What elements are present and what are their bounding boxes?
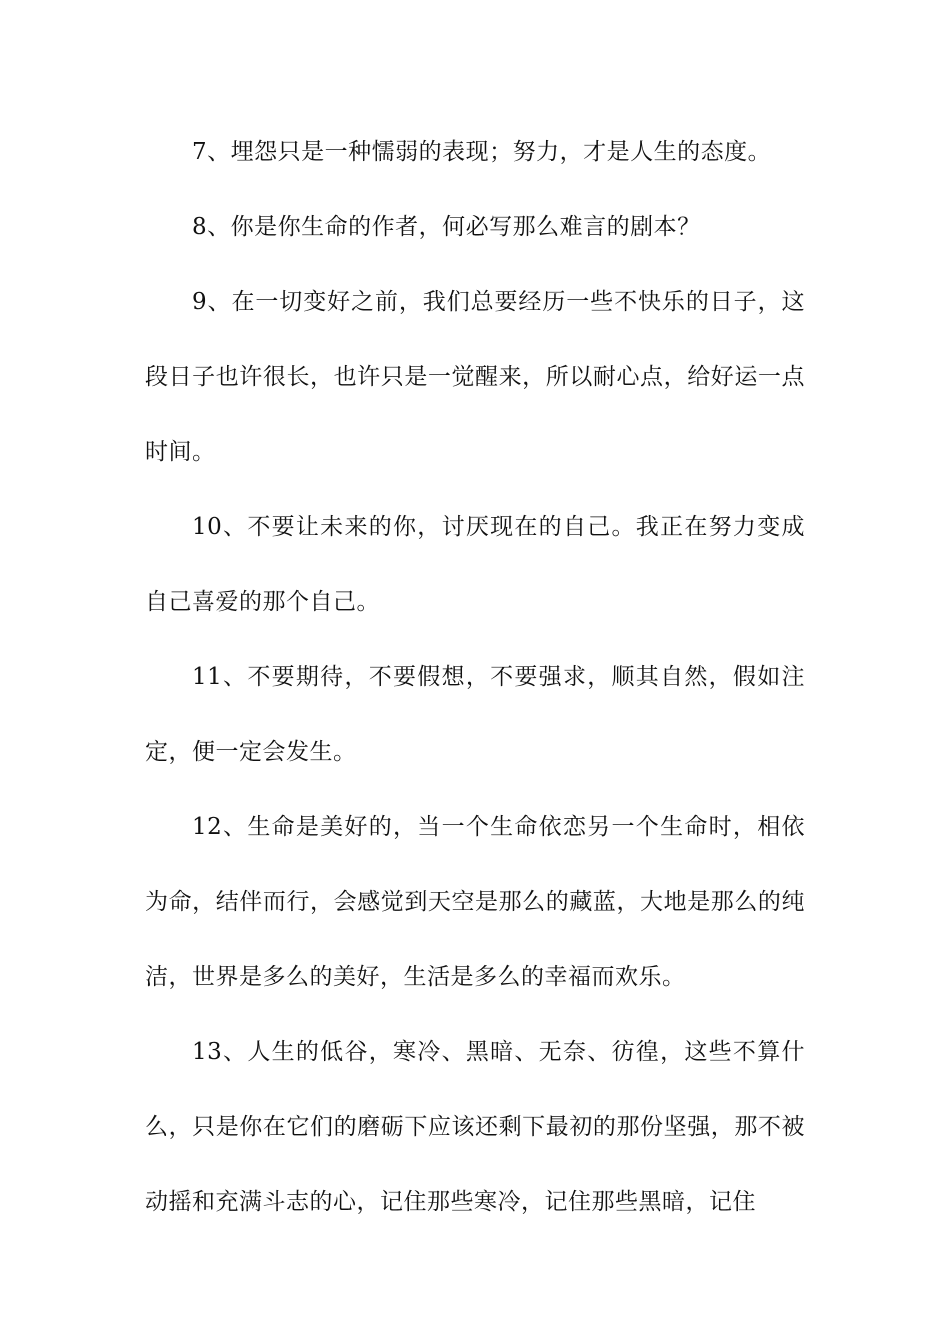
paragraph-13: 13、人生的低谷，寒冷、黑暗、无奈、彷徨，这些不算什么，只是你在它们的磨砺下应该还剩下最初的那份坚强，那不被动摇和充满斗志的心，记住那些寒冷，记住那些黑暗，记住	[145, 1039, 805, 1215]
document-body	[145, 115, 805, 1240]
paragraph-7: 7、埋怨只是一种懦弱的表现；努力，才是人生的态度。	[192, 139, 772, 165]
paragraph-11: 11、不要期待，不要假想，不要强求，顺其自然，假如注定，便一定会发生。	[145, 664, 805, 765]
paragraph-10: 10、不要让未来的你，讨厌现在的自己。我正在努力变成自己喜爱的那个自己。	[145, 514, 805, 615]
paragraph-9: 9、在一切变好之前，我们总要经历一些不快乐的日子，这段日子也许很长，也许只是一觉醒来，所以耐心点，给好运一点时间。	[145, 289, 805, 465]
paragraph-8: 8、你是你生命的作者，何必写那么难言的剧本？	[192, 214, 701, 240]
paragraph-12: 12、生命是美好的，当一个生命依恋另一个生命时，相依为命，结伴而行，会感觉到天空是那么的藏蓝，大地是那么的纯洁，世界是多么的美好，生活是多么的幸福而欢乐。	[145, 814, 805, 990]
